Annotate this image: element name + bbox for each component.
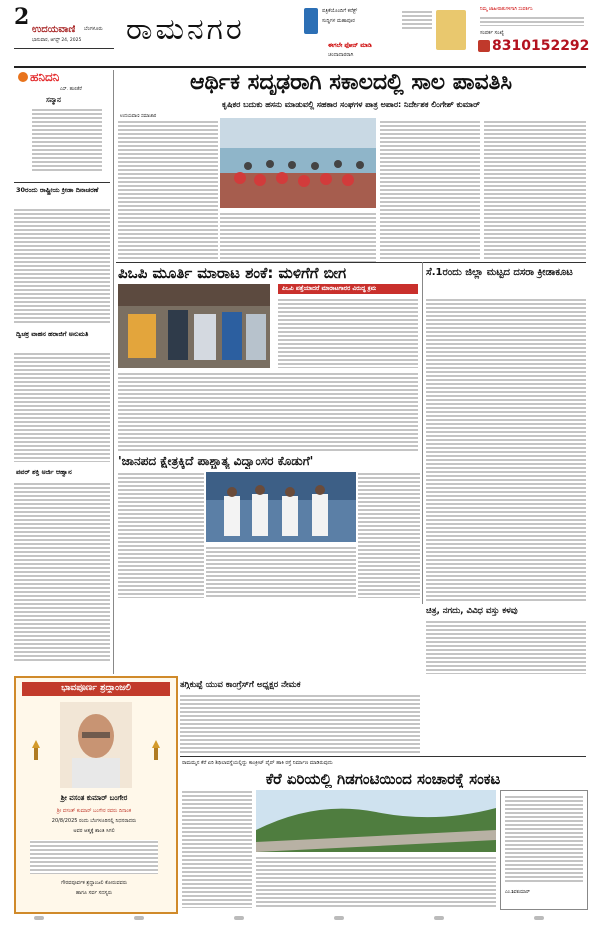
lead-subhead: ಕೃಷಿಕರ ಬದುಕು ಹಸನು ಮಾಡುವಲ್ಲಿ ಸಹಕಾರ ಸಂಘಗಳ ಪಾತ್ರ ಅಪಾರ: ನಿರ್ದೇಶಕ ಲಿಂಗೇಶ್ ಕುಮಾರ್: [222, 100, 480, 109]
bike-headline: ಚಿತ್ರ, ನಗದು, ವಿವಿಧ ವಸ್ತು ಕಳವು: [426, 606, 518, 616]
folk-headline: 'ಜಾನಪದ ಕ್ಷೇತ್ರಕ್ಕಿದೆ ಪಾಶ್ಚಾತ್ಯ ವಿದ್ವಾಂಸರ ಕೊಡುಗೆ': [118, 454, 314, 468]
pop-body: [118, 372, 418, 452]
ad-box-1-line2: ಸುದ್ದಿಗಳ ಮಹಾಪೂರ: [322, 18, 355, 24]
date-line: ಭಾನುವಾರ, ಆಗಸ್ಟ್ 24, 2025: [32, 38, 82, 43]
pop-banner: [278, 284, 418, 294]
ad-box-2-line2: ಚಂದಾದಾರರಾಗಿ: [328, 52, 354, 58]
lake-body-col2: [256, 856, 496, 908]
sidebar-poem: [26, 96, 106, 176]
sidebar-byline: ಎಸ್. ಹುಲಿಕೆರೆ: [60, 87, 82, 92]
ad-box-2-line1: ಈಗಲೇ ಫೋನ್ ಮಾಡಿ: [328, 42, 372, 49]
obituary-body: [30, 840, 158, 874]
pop-headline: ಪಿಒಪಿ ಮೂರ್ತಿ ಮಾರಾಟ ಶಂಕೆ: ಮಳಿಗೆಗೆ ಬೀಗ: [118, 264, 347, 282]
lake-kicker: ರಾಮಮ್ಮನ ಕೆರೆ ಏರಿ ಶಿಥಿಲಾವಸ್ಥೆಯಲ್ಲಿದ್ದು ಕಾಂಕ್ರೀಟ್ ಪೈಪ್ ಹಾಕಿ ರಸ್ತೆ ನಿರ್ಮಾಣ ಮಾಡಿರುವುದು: [182, 760, 333, 766]
ad-phone: 8310152292: [492, 38, 590, 54]
sports-body: [426, 298, 586, 602]
phone-icon: [478, 40, 490, 52]
ad-box-1-line1: ಪತ್ರಿಕೆಯೊಂದಿಗೆ ಕನೆಕ್ಟ್: [322, 8, 358, 14]
lead-body-col3: [380, 120, 480, 260]
ad-box-3: [402, 6, 474, 60]
lake-road-photo: [256, 790, 496, 852]
sidebar-brand: ಹನಿದನಿ: [30, 70, 60, 84]
obituary-line2: 20/8/2025 ರಂದು ಬೆಂಗಳೂರಿನಲ್ಲಿ ನಿಧನರಾದರು: [51, 818, 137, 824]
portrait-photo: [60, 702, 132, 788]
poem-title: ಸನ್ಮಾನ: [46, 96, 61, 104]
obituary-line3: ಅವರ ಆತ್ಮಕ್ಕೆ ಶಾಂತಿ ಸಿಗಲಿ: [73, 828, 115, 834]
lake-body-col1: [182, 790, 252, 908]
sidebar-story1-title: 30ರಂದು ರಾಷ್ಟ್ರೀಯ ಕ್ರೀಡಾ ದಿನಾಚರಣೆ: [16, 186, 99, 194]
masthead: [14, 4, 590, 66]
folk-photo: [206, 472, 356, 542]
lead-caption: [220, 212, 376, 262]
obituary-family: ಗೌರವಪೂರ್ವಕ ಶ್ರದ್ಧಾಂಜಲಿ ಕೋರುವವರು: [60, 880, 128, 886]
obituary-title-bar: [22, 682, 170, 696]
page-number: 2: [14, 4, 30, 30]
masthead-rule: [14, 66, 586, 68]
ad-right-line2: ಸಂಪರ್ಕ ಸಂಖ್ಯೆ: [480, 30, 504, 36]
folk-caption: [206, 546, 356, 598]
sidebar-divider: [14, 182, 110, 183]
pop-banner-text: ಪಿಒಪಿ ಪತ್ತೆಯಾದರೆ ಮಾರಾಟಗಾರರ ವಿರುದ್ಧ ಕ್ರಮ: [282, 285, 377, 292]
phone-icon: [304, 8, 318, 34]
ad-box-2: [314, 38, 400, 62]
lead-body-col1: [118, 120, 218, 260]
left-sidebar: [14, 70, 110, 674]
sidebar-story1-body: [14, 208, 110, 324]
registration-marks: [14, 914, 586, 922]
lake-headline: ಕೆರೆ ಏರಿಯಲ್ಲಿ ಗಿಡಗಂಟಿಯಿಂದ ಸಂಚಾರಕ್ಕೆ ಸಂಕಟ: [265, 770, 501, 788]
section-title: ರಾಮನಗರ: [126, 12, 245, 47]
lake-sidebar: [500, 790, 588, 910]
lake-credit: ಎಂ.ಶಿವಕುಮಾರ್: [505, 890, 530, 895]
obituary-family2: ಹಾಗೂ ಸರ್ವ ಸದಸ್ಯರು: [75, 890, 113, 896]
congress-headline: ತಗ್ಗಿಕುಪ್ಪೆ ಯುವ ಕಾಂಗ್ರೆಸ್‌ಗೆ ಅಧ್ಯಕ್ಷರ ನೇಮಕ: [180, 680, 301, 690]
event-photo: [206, 472, 356, 542]
pop-box-body: [278, 298, 418, 368]
sidebar-story2-title: ದ್ವಿಚಕ್ರ ವಾಹನ ಹರಾಜಿಗೆ ಅನುಮತಿ: [16, 330, 89, 338]
sidebar-story3-body: [14, 482, 110, 662]
obituary-title: ಭಾವಪೂರ್ಣ ಶ್ರದ್ಧಾಂಜಲಿ: [61, 683, 131, 693]
lead-credit: ಉದಯವಾಣಿ ಸಮಾಚಾರ: [120, 114, 157, 119]
folk-body-col1: [118, 472, 204, 598]
lead-body-col4: [484, 120, 586, 260]
lead-divider: [116, 262, 586, 263]
ad-right: [478, 4, 590, 66]
sidebar-story2-body: [14, 352, 110, 462]
ad-right-line1: ನಿಮ್ಮ ಜಾಹೀರಾತುಗಳಿಗಾಗಿ ಸಂಪರ್ಕಿಸಿ: [480, 7, 533, 12]
column-rule-2: [422, 262, 423, 604]
newspaper-icon: [436, 10, 466, 50]
lead-photo: [220, 118, 376, 208]
lamp-icon: [26, 738, 46, 762]
obituary-name: ಶ್ರೀ ವಸಂತ ಕುಮಾರ್ ಬಂಗೇರ: [60, 794, 128, 802]
shop-photo: [118, 284, 270, 368]
pop-photo: [118, 284, 270, 368]
lake-divider: [180, 756, 586, 757]
column-rule: [113, 70, 114, 674]
sidebar-story3-title: ಪವರ್ ಶಕ್ತಿ ಅರ್ಜಿ ಆಹ್ವಾನ: [16, 468, 72, 476]
bike-body: [426, 620, 586, 674]
lake-photo: [256, 790, 496, 852]
portrait-frame: [60, 702, 132, 788]
ad-box-1: [304, 4, 384, 40]
masthead-divider: [14, 48, 114, 49]
sports-headline: ಸೆ.1ರಂದು ಜಿಲ್ಲಾ ಮಟ್ಟದ ದಸರಾ ಕ್ರೀಡಾಕೂಟ: [426, 267, 573, 278]
meeting-photo: [220, 118, 376, 208]
lead-headline: ಆರ್ಥಿಕ ಸದೃಢರಾಗಿ ಸಕಾಲದಲ್ಲಿ ಸಾಲ ಪಾವತಿಸಿ: [189, 70, 513, 95]
folk-body-col3: [358, 472, 420, 598]
obituary-box: [14, 676, 178, 914]
obituary-line1: ಶ್ರೀ ವಸಂತ್ ಕುಮಾರ್ ಬಂಗೇರ ರವರು ದಿನಾಂಕ: [56, 808, 132, 814]
lamp-icon: [146, 738, 166, 762]
drop-icon: [18, 72, 28, 82]
city: ಬೆಂಗಳೂರು: [84, 26, 103, 32]
paper-name: ಉದಯವಾಣಿ: [32, 24, 76, 35]
congress-body: [180, 694, 420, 754]
